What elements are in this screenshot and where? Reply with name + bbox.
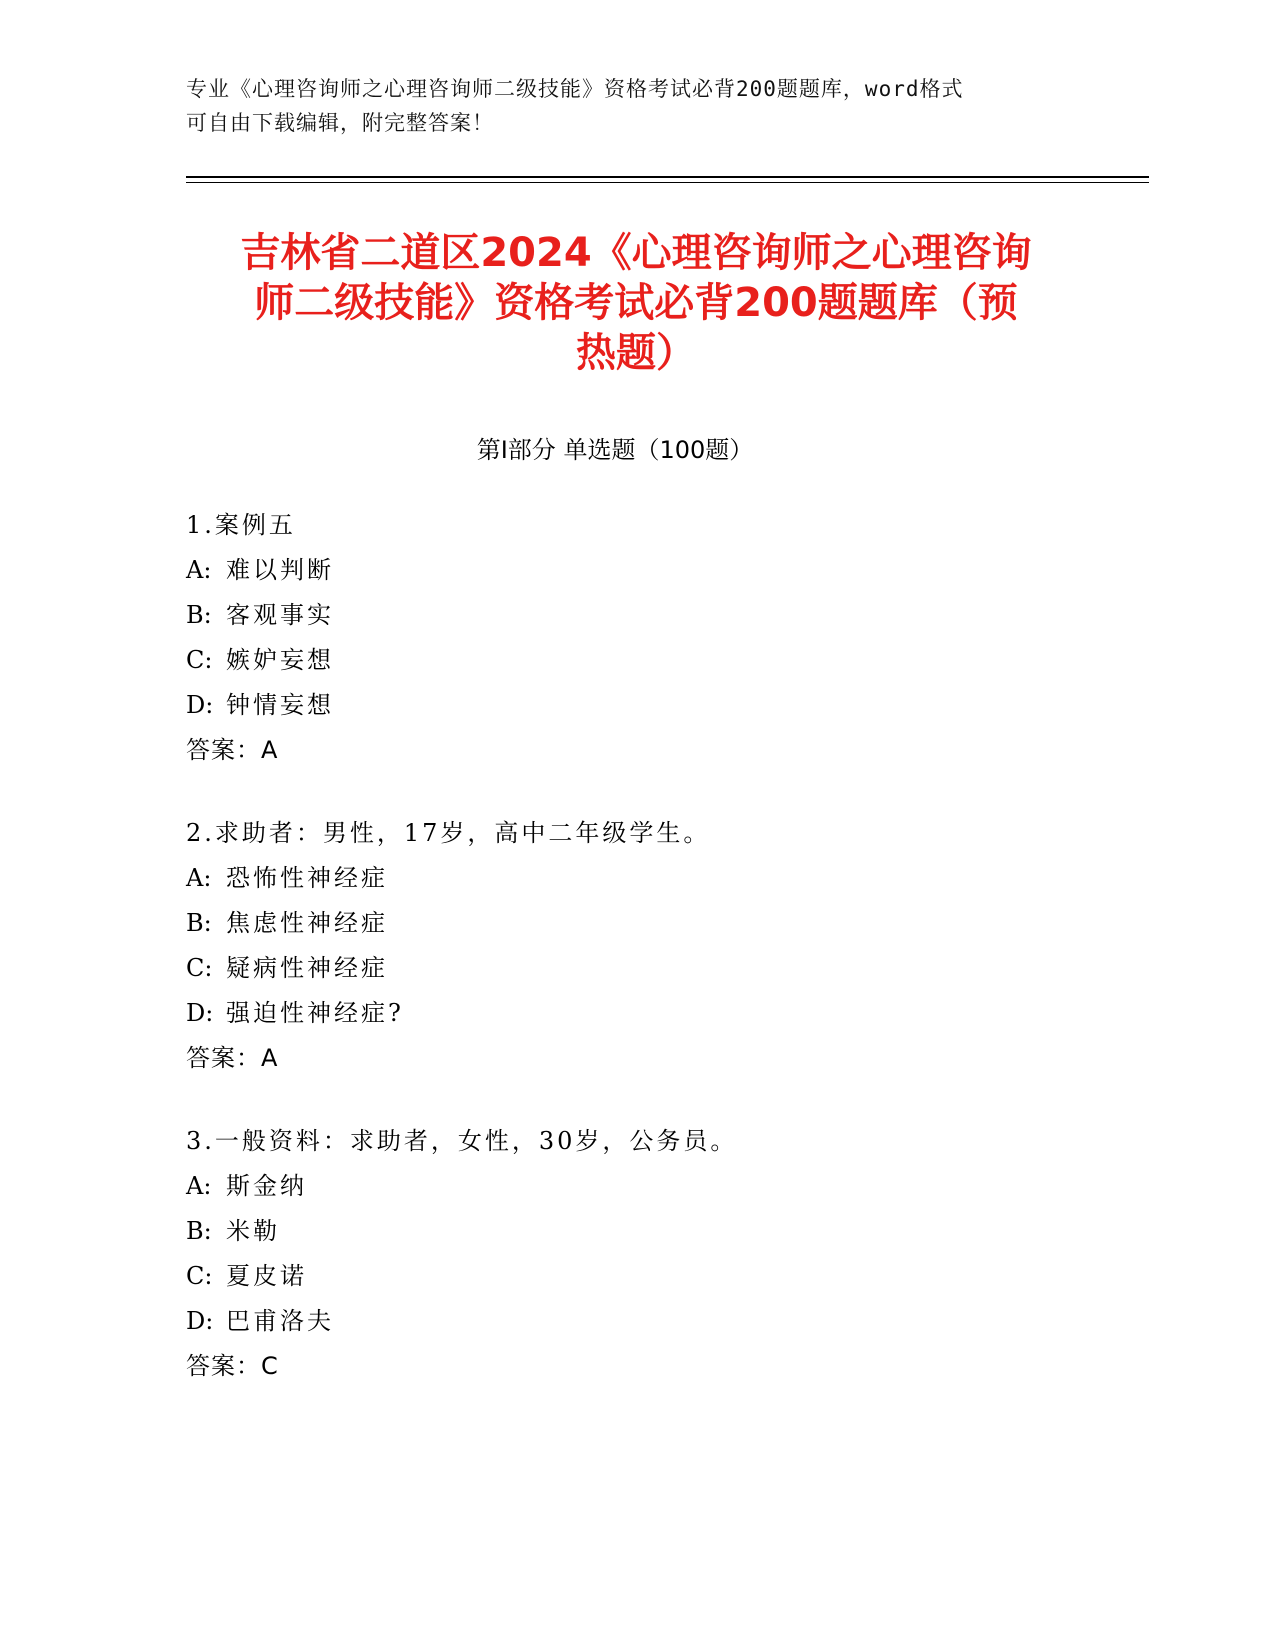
option-letter: D: (186, 691, 214, 719)
option-text: 恐怖性神经症 (226, 864, 388, 892)
question-stem: 3.一般资料：求助者，女性，30岁，公务员。 (186, 1127, 738, 1155)
option-text: 疑病性神经症 (226, 954, 388, 982)
header-note (186, 72, 1086, 140)
option-letter: B: (186, 601, 212, 629)
header-note-line-2: 可自由下载编辑，附完整答案！ (186, 111, 494, 135)
option-letter: C: (186, 954, 213, 982)
header-divider-thin (186, 182, 1149, 183)
option-letter: B: (186, 909, 212, 937)
option-c (186, 638, 1086, 683)
option-text: 斯金纳 (226, 1172, 307, 1200)
option-b (186, 1209, 1086, 1254)
option-b (186, 593, 1086, 638)
question-3 (186, 1119, 1086, 1389)
answer-line: 答案：C (186, 1352, 279, 1380)
option-text: 焦虑性神经症 (226, 909, 388, 937)
question-stem: 2.求助者：男性，17岁，高中二年级学生。 (186, 819, 711, 847)
option-text: 嫉妒妄想 (226, 646, 334, 674)
option-text: 钟情妄想 (226, 691, 334, 719)
header-note-line-1: 专业《心理咨询师之心理咨询师二级技能》资格考试必背200题题库，word格式 (186, 77, 964, 101)
option-text: 巴甫洛夫 (226, 1307, 334, 1335)
option-text: 客观事实 (226, 601, 334, 629)
option-a (186, 1164, 1086, 1209)
option-a (186, 548, 1086, 593)
option-d (186, 683, 1086, 728)
option-d (186, 991, 1086, 1036)
option-text: 米勒 (226, 1217, 280, 1245)
option-a (186, 856, 1086, 901)
question-2 (186, 811, 1086, 1081)
option-c (186, 946, 1086, 991)
header-divider-thick (186, 176, 1149, 178)
question-stem: 1.案例五 (186, 511, 296, 539)
option-letter: A: (186, 556, 212, 584)
option-text: 夏皮诺 (226, 1262, 307, 1290)
document-title-line-1: 吉林省二道区2024《心理咨询师之心理咨询 (240, 230, 1032, 276)
document-title-line-3: 热题） (576, 330, 696, 376)
option-c (186, 1254, 1086, 1299)
option-letter: C: (186, 646, 213, 674)
option-letter: D: (186, 999, 214, 1027)
option-letter: A: (186, 1172, 212, 1200)
option-text: 强迫性神经症? (226, 999, 404, 1027)
answer-line: 答案：A (186, 1044, 279, 1072)
question-1 (186, 503, 1086, 773)
document-title-line-2: 师二级技能》资格考试必背200题题库（预 (254, 280, 1018, 326)
option-letter: A: (186, 864, 212, 892)
answer-line: 答案：A (186, 736, 279, 764)
option-letter: C: (186, 1262, 213, 1290)
option-b (186, 901, 1086, 946)
option-d (186, 1299, 1086, 1344)
section-heading: 第Ⅰ部分 单选题（100题） (476, 436, 754, 464)
option-text: 难以判断 (226, 556, 334, 584)
document-title (186, 228, 1086, 378)
option-letter: D: (186, 1307, 214, 1335)
option-letter: B: (186, 1217, 212, 1245)
